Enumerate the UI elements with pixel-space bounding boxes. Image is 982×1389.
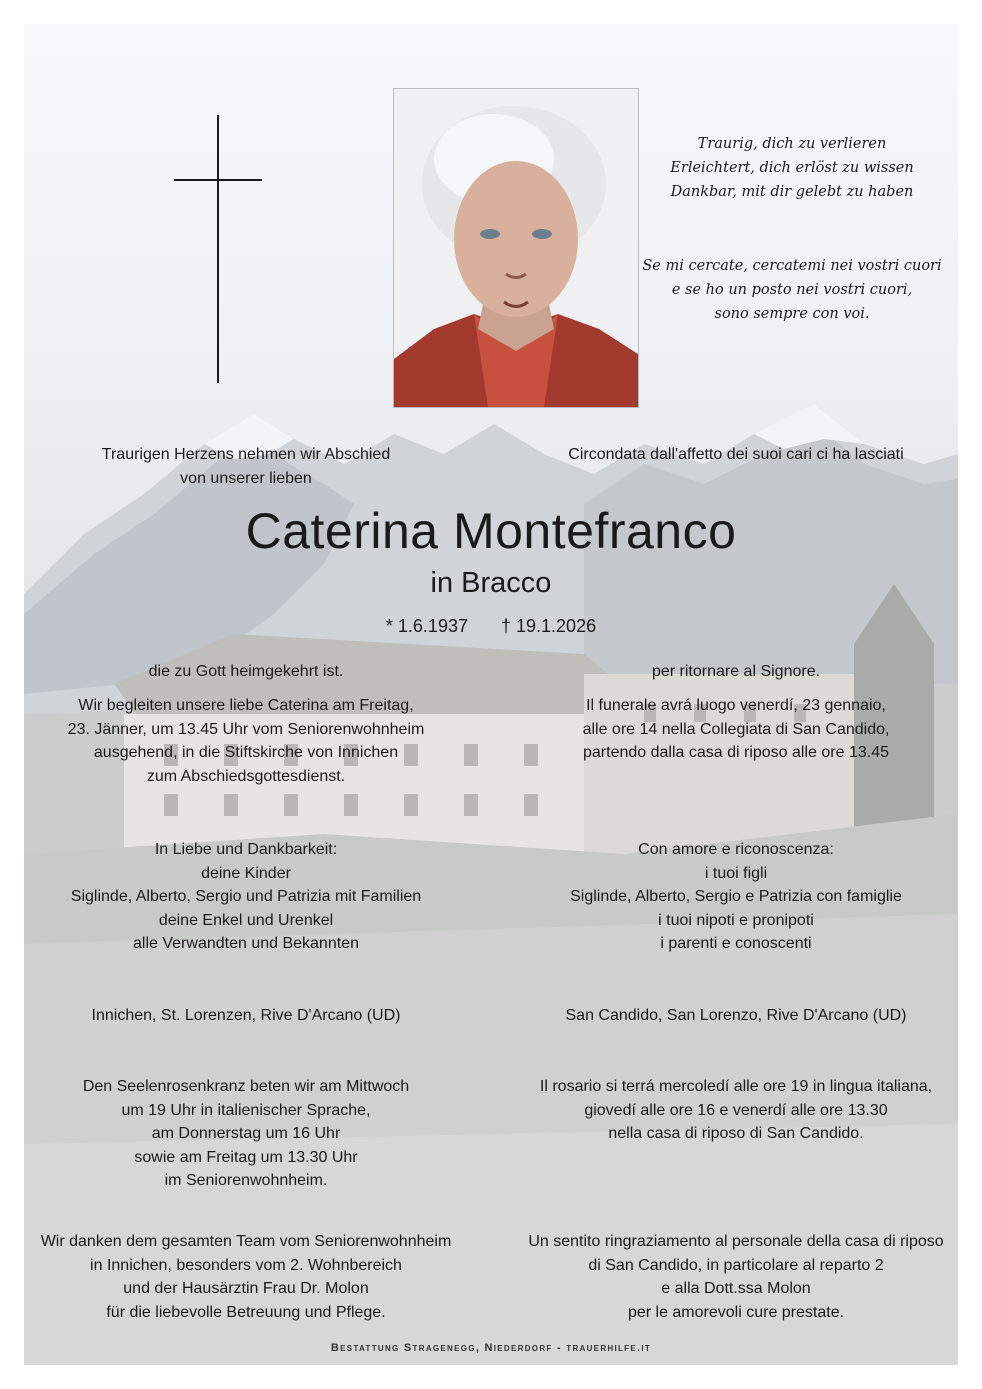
intro-italian [514,443,958,467]
text-line: nella casa di riposo di San Candido. [608,1125,864,1142]
places-italian [514,1004,958,1028]
text-line: und der Hausärztin Frau Dr. Molon [123,1280,369,1297]
poem-line: Erleichtert, dich erlöst zu wissen [670,160,914,176]
poem-line: Traurig, dich zu verlieren [697,136,887,152]
text-line: giovedí alle ore 16 e venerdí alle ore 13.30 [584,1101,888,1119]
returned-italian [514,660,958,684]
text-line: Siglinde, Alberto, Sergio e Patrizia con famiglie [570,888,902,905]
rosary-italian [514,1075,958,1146]
text-line: Wir danken dem gesamten Team vom Seniorenwohnheim [40,1233,452,1250]
text-line: alle Verwandten und Bekannten [133,935,359,952]
text-line: deine Kinder [201,864,291,882]
mourners-german [24,838,468,956]
text-line: Innichen, St. Lorenzen, Rive D'Arcano (UD) [91,1007,401,1024]
death-date: † 19.1.2026 [501,616,597,636]
text-line: sowie am Freitag um 13.30 Uhr [134,1148,358,1166]
thanks-german [24,1230,468,1324]
text-line: per ritornare al Signore. [651,663,821,680]
poem-line: Dankbar, mit dir gelebt zu haben [670,184,914,200]
funeral-german [24,694,468,788]
funeral-home-footer: Bestattung Stragenegg, Niederdorf - trauerhilfe.it [330,1342,652,1354]
text-line: Un sentito ringraziamento al personale della casa di riposo [528,1233,944,1250]
maiden-name: in Bracco [430,567,552,599]
deceased-portrait [393,88,639,408]
deceased-name: Caterina Montefranco [245,503,737,559]
poem-german [622,132,958,204]
text-line: per le amorevoli cure prestate. [627,1303,845,1321]
birth-date: * 1.6.1937 [385,616,468,636]
mourners-italian [514,838,958,956]
text-line: von unserer lieben [180,469,312,487]
text-line: Circondata dall'affetto dei suoi cari ci ha lasciati [568,446,904,463]
places-german [24,1004,468,1028]
text-line: ausgehend, in die Stiftskirche von Innichen [93,744,399,761]
text-line: um 19 Uhr in italienischer Sprache, [121,1101,371,1119]
text-line: für die liebevolle Betreuung und Pflege. [106,1303,386,1321]
text-line: Con amore e riconoscenza: [638,841,834,858]
cross-icon [217,115,219,383]
text-line: deine Enkel und Urenkel [158,911,334,929]
poem-italian [622,254,958,326]
text-line: alle ore 14 nella Collegiata di San Candido, [582,720,890,738]
text-line: i tuoi nipoti e pronipoti [658,911,814,929]
text-line: im Seniorenwohnheim. [164,1172,328,1189]
text-line: zum Abschiedsgottesdienst. [146,767,346,785]
text-line: San Candido, San Lorenzo, Rive D'Arcano (UD) [565,1007,907,1024]
text-line: in Innichen, besonders vom 2. Wohnbereich [90,1256,402,1274]
text-line: i parenti e conoscenti [660,935,812,952]
text-line: Il rosario si terrá mercoledí alle ore 19 in lingua italiana, [539,1078,933,1095]
cross-icon-bar [174,179,262,181]
poem-line: sono sempre con voi. [714,306,870,322]
text-line: Siglinde, Alberto, Sergio und Patrizia mit Familien [70,888,422,905]
text-line: die zu Gott heimgekehrt ist. [148,663,344,680]
thanks-italian [514,1230,958,1324]
funeral-italian [514,694,958,765]
text-line: i tuoi figli [704,864,768,882]
returned-german [24,660,468,684]
intro-german [24,443,468,490]
text-line: Den Seelenrosenkranz beten wir am Mittwoch [82,1078,410,1095]
text-line: Wir begleiten unsere liebe Caterina am Freitag, [78,697,414,714]
text-line: Il funerale avrá luogo venerdí, 23 gennaio, [586,697,886,714]
text-line: Traurigen Herzens nehmen wir Abschied [101,446,391,463]
poem-line: Se mi cercate, cercatemi nei vostri cuori [642,258,942,274]
text-line: di San Candido, in particolare al reparto 2 [588,1256,884,1274]
text-line: partendo dalla casa di riposo alle ore 13.45 [583,744,889,761]
text-line: 23. Jänner, um 13.45 Uhr vom Seniorenwohnheim [67,720,425,738]
life-dates [0,614,982,638]
poem-line: e se ho un posto nei vostri cuori, [671,282,913,298]
text-line: e alla Dott.ssa Molon [661,1280,811,1297]
text-line: In Liebe und Dankbarkeit: [154,841,338,858]
rosary-german [24,1075,468,1193]
text-line: am Donnerstag um 16 Uhr [151,1125,341,1142]
